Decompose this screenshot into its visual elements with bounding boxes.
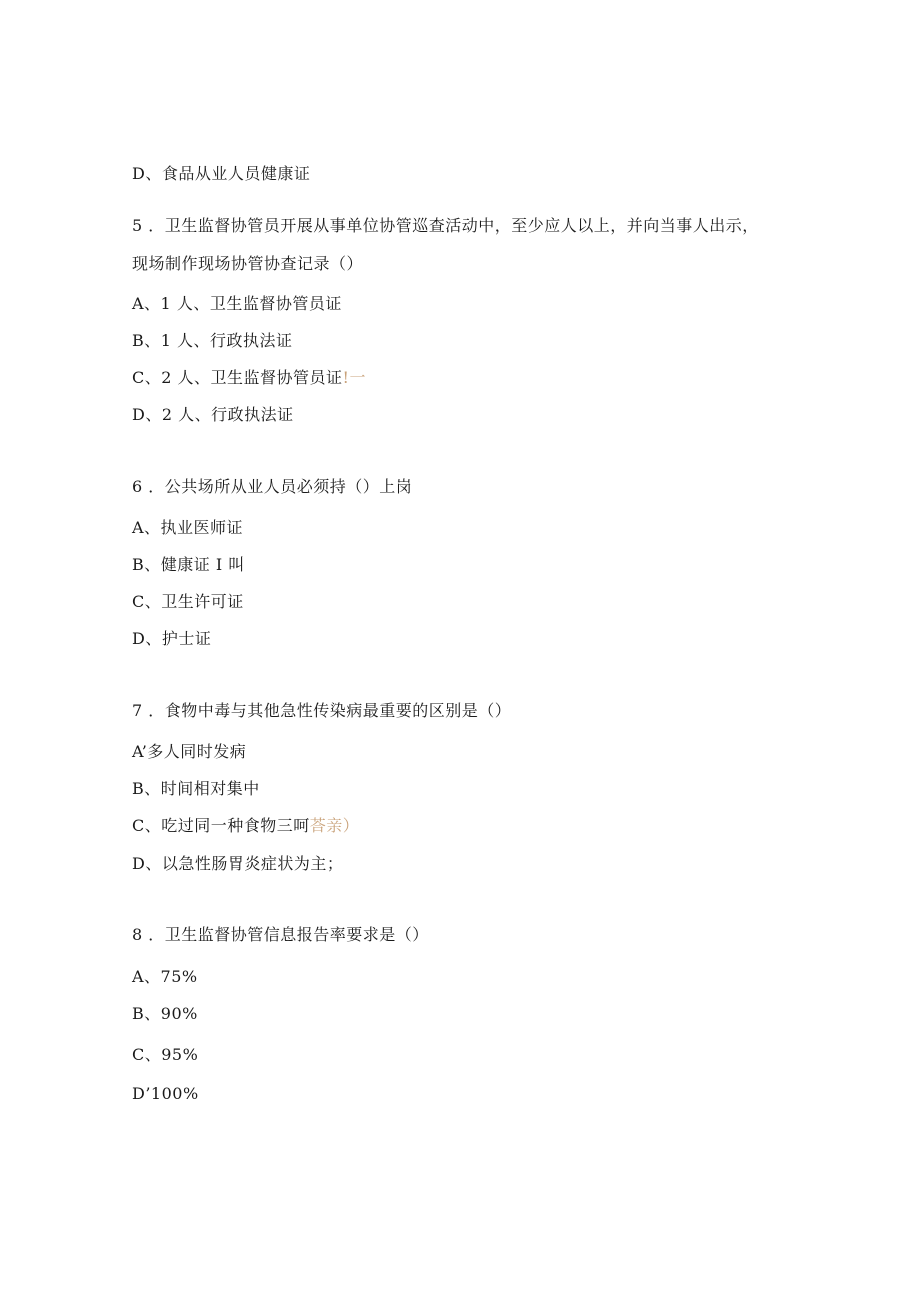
q7-option-c bbox=[132, 816, 359, 836]
q6-option-a: A、执业医师证 bbox=[132, 518, 244, 537]
q6-stem: 6 ．公共场所从业人员必须持（）上岗 bbox=[132, 477, 413, 496]
q6-option-c: C、卫生许可证 bbox=[132, 592, 244, 611]
q5-option-b: B、1 人、行政执法证 bbox=[132, 331, 293, 350]
q7-stem: 7 ．食物中毒与其他急性传染病最重要的区别是（） bbox=[132, 701, 512, 720]
q8-option-a: A、75% bbox=[132, 967, 198, 986]
q5-option-c-mark: !一 bbox=[342, 368, 366, 387]
q4-option-d: D、食品从业人员健康证 bbox=[132, 164, 311, 183]
q5-option-c-text: C、2 人、卫生监督协管员证 bbox=[132, 368, 343, 387]
q8-option-b: B、90% bbox=[132, 1004, 198, 1023]
q6-option-d: D、护士证 bbox=[132, 629, 212, 648]
q5-stem-line1: 5 ．卫生监督协管员开展从事单位协管巡查活动中，至少应人以上，并向当事人出示， bbox=[132, 216, 759, 235]
q5-option-c bbox=[132, 368, 366, 388]
q5-option-d: D、2 人、行政执法证 bbox=[132, 405, 294, 424]
q7-option-b: B、时间相对集中 bbox=[132, 779, 260, 798]
q8-option-d: D’100% bbox=[132, 1084, 199, 1103]
q5-stem-line2: 现场制作现场协管协查记录（） bbox=[132, 254, 364, 273]
q5-option-a: A、1 人、卫生监督协管员证 bbox=[132, 294, 342, 313]
q8-stem: 8 ．卫生监督协管信息报告率要求是（） bbox=[132, 925, 429, 944]
q7-option-c-mark: 荅亲） bbox=[309, 816, 360, 835]
q7-option-d: D、以急性肠胃炎症状为主； bbox=[132, 854, 344, 873]
q8-option-c: C、95% bbox=[132, 1045, 199, 1064]
q7-option-c-text: C、吃过同一种食物三呵 bbox=[132, 816, 310, 835]
q6-option-b: B、健康证 I 叫 bbox=[132, 555, 245, 574]
q7-option-a: A’多人同时发病 bbox=[132, 742, 247, 761]
